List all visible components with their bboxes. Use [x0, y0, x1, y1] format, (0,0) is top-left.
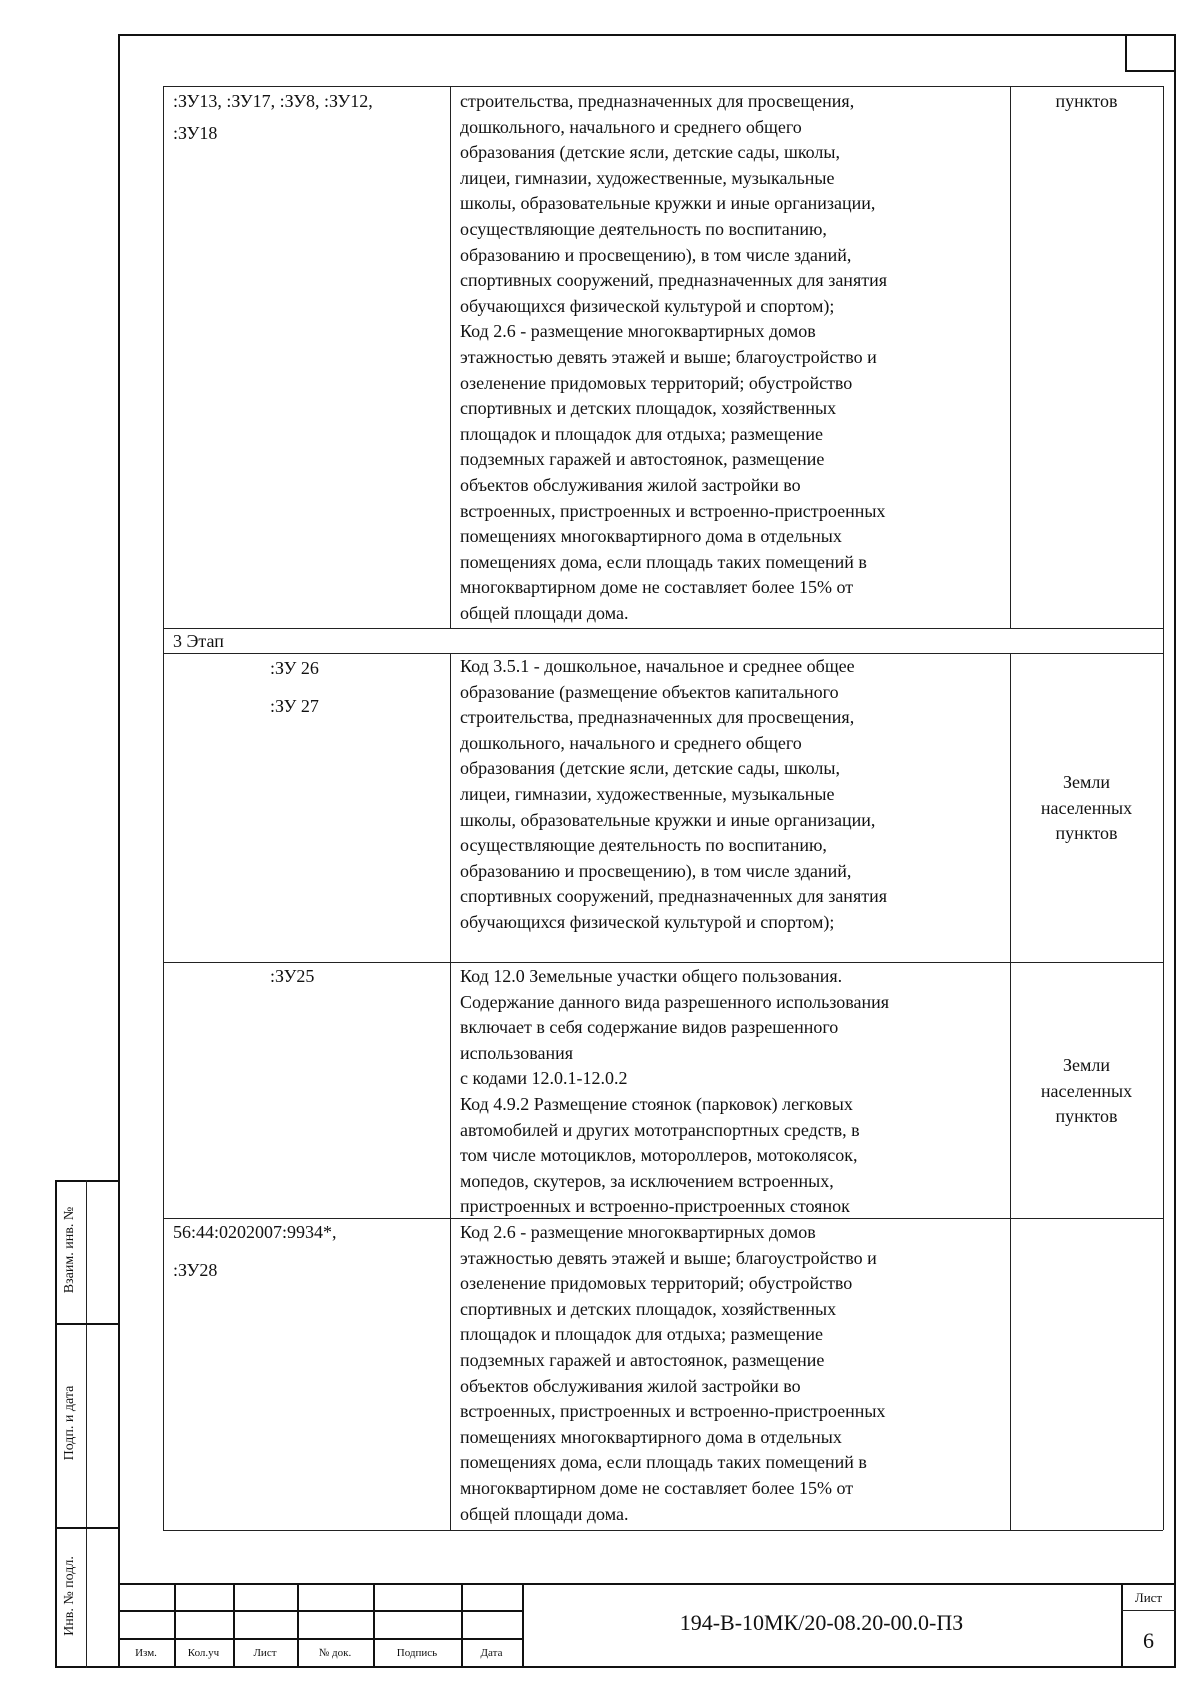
table-row-border [163, 628, 1163, 629]
sheet-label: Лист [1134, 1590, 1163, 1605]
land-category-line: Земли [1062, 772, 1110, 792]
land-category-line: пунктов [1055, 1106, 1118, 1127]
use-description-line: озеленение придомовых территорий; обустройство [460, 372, 853, 393]
side-strip-divider [86, 1180, 87, 1668]
use-description-line: с кодами 12.0.1-12.0.2 [460, 1068, 628, 1089]
table-right-border [1163, 86, 1164, 1530]
stamp-col-podpis: Подпись [396, 1647, 438, 1659]
use-description-line: осуществляющие деятельность по воспитанию, [460, 835, 827, 856]
document-code: 194-В-10МК/20-08.20-00.0-ПЗ [679, 1610, 964, 1635]
use-description-line: образование (размещение объектов капитального [460, 681, 839, 702]
use-description-line: школы, образовательные кружки и иные организации, [460, 809, 876, 830]
use-description-line: лицеи, гимназии, художественные, музыкальные [460, 784, 835, 804]
use-description-line: Содержание данного вида разрешенного использования [460, 991, 890, 1012]
side-label-podp: Подп. и дата [62, 1385, 77, 1461]
land-category-line: населенных [1040, 797, 1133, 818]
use-description-line: школы, образовательные кружки и иные организации, [460, 193, 876, 214]
land-plot-id: :ЗУ28 [173, 1260, 218, 1280]
stamp-col-list: Лист [253, 1647, 277, 1659]
use-description-line: обучающихся физической культурой и спортом); [460, 295, 835, 316]
land-plot-id: 56:44:0202007:9934*, [173, 1222, 337, 1242]
use-description-line: спортивных сооружений, предназначенных для занятия [460, 270, 887, 291]
use-description-line: этажностью девять этажей и выше; благоустройство и [460, 1247, 877, 1268]
table-left-border [163, 86, 164, 1530]
land-category-line: пунктов [1055, 823, 1118, 844]
table-col-border [450, 86, 451, 628]
use-description-line: обучающихся физической культурой и спортом); [460, 912, 835, 932]
table-row-border [163, 962, 1163, 963]
use-description-line: том числе мотоциклов, мотороллеров, мотоколясок, [460, 1145, 858, 1166]
land-plot-id: :ЗУ18 [173, 123, 218, 143]
use-description-line: использования [460, 1042, 574, 1063]
stamp-col-kolvo: Кол.уч [187, 1647, 220, 1659]
table-col-border [450, 1218, 451, 1530]
use-description-line: Код 2.6 - размещение многоквартирных домов [460, 1222, 816, 1242]
use-description-line: встроенных, пристроенных и встроенно-пристроенных [460, 1401, 886, 1422]
side-label-vzaim: Взаим. инв. № [62, 1206, 77, 1294]
use-description-line: этажностью девять этажей и выше; благоустройство и [460, 347, 877, 367]
land-category-line: Земли [1062, 1055, 1110, 1075]
land-category-line: пунктов [1055, 91, 1118, 111]
stamp-sheet-sep [1121, 1610, 1176, 1611]
use-description-line: площадок и площадок для отдыха; размещение [460, 1324, 824, 1345]
use-description-line: пристроенных и встроенно-пристроенных стоянок [460, 1196, 850, 1217]
use-description-line: дошкольного, начального и среднего общего [460, 116, 802, 137]
sheet-number: 6 [1143, 1628, 1154, 1653]
table-col-border [450, 962, 451, 1218]
use-description-line: Код 12.0 Земельные участки общего пользования. [460, 966, 843, 986]
use-description-line: общей площади дома. [460, 1503, 629, 1524]
use-description-line: помещениях дома, если площадь таких помещений в [460, 551, 867, 572]
use-description-line: лицеи, гимназии, художественные, музыкальные [460, 167, 835, 188]
use-description-line: строительства, предназначенных для просвещения, [460, 91, 855, 111]
use-description-line: строительства, предназначенных для просвещения, [460, 707, 855, 728]
use-description-line: спортивных и детских площадок, хозяйственных [460, 398, 837, 419]
use-description-line: площадок и площадок для отдыха; размещение [460, 423, 824, 444]
use-description-line: помещениях многоквартирного дома в отдельных [460, 1426, 842, 1447]
use-description-line: автомобилей и других мототранспортных средств, в [460, 1119, 860, 1140]
use-description-line: подземных гаражей и автостоянок, размещение [460, 449, 825, 470]
table-top-border [163, 86, 1163, 87]
use-description-line: подземных гаражей и автостоянок, размещение [460, 1350, 825, 1370]
use-description-line: образования (детские ясли, детские сады, школы, [460, 758, 840, 779]
use-description-line: спортивных сооружений, предназначенных для занятия [460, 886, 887, 907]
land-category-line: населенных [1040, 1080, 1133, 1101]
use-description-line: объектов обслуживания жилой застройки во [460, 1375, 801, 1396]
use-description-line: Код 2.6 - размещение многоквартирных домов [460, 321, 816, 342]
use-description-line: образования (детские ясли, детские сады, школы, [460, 142, 840, 163]
use-description-line: образованию и просвещению), в том числе зданий, [460, 860, 852, 881]
use-description-line: многоквартирном доме не составляет более 15% от [460, 1478, 854, 1498]
use-description-line: озеленение придомовых территорий; обустройство [460, 1273, 853, 1294]
corner-box [1125, 34, 1176, 72]
side-label-inv: Инв. № подл. [62, 1556, 77, 1636]
use-description-line: помещениях дома, если площадь таких помещений в [460, 1452, 867, 1473]
use-description-line: мопедов, скутеров, за исключением встроенных, [460, 1170, 834, 1191]
land-plot-id: :ЗУ 27 [270, 696, 319, 716]
stamp-col-ndok: № док. [318, 1647, 352, 1659]
use-description-line: общей площади дома. [460, 603, 629, 623]
stamp-col-izm: Изм. [135, 1647, 157, 1659]
use-description-line: осуществляющие деятельность по воспитанию, [460, 219, 827, 239]
land-plot-id: :ЗУ25 [270, 966, 315, 986]
use-description-line: включает в себя содержание видов разрешенного [460, 1017, 839, 1038]
use-description-line: Код 4.9.2 Размещение стоянок (парковок) легковых [460, 1094, 853, 1114]
table-row-border [163, 1530, 1163, 1531]
stamp-col-data: Дата [480, 1647, 503, 1659]
use-description-line: объектов обслуживания жилой застройки во [460, 475, 801, 495]
use-description-line: встроенных, пристроенных и встроенно-пристроенных [460, 500, 886, 521]
land-plot-id: :ЗУ13, :ЗУ17, :ЗУ8, :ЗУ12, [173, 91, 373, 111]
use-description-line: спортивных и детских площадок, хозяйственных [460, 1298, 837, 1319]
use-description-line: Код 3.5.1 - дошкольное, начальное и среднее общее [460, 656, 855, 676]
table-col-border [1010, 86, 1011, 628]
use-description-line: дошкольного, начального и среднего общего [460, 732, 802, 753]
use-description-line: помещениях многоквартирного дома в отдельных [460, 526, 842, 547]
use-description-line: образованию и просвещению), в том числе зданий, [460, 244, 852, 265]
stage-heading: 3 Этап [173, 631, 224, 651]
table-col-border [1010, 1218, 1011, 1530]
use-description-line: многоквартирном доме не составляет более 15% от [460, 577, 854, 598]
table-col-border [450, 653, 451, 962]
land-plot-id: :ЗУ 26 [270, 658, 319, 678]
